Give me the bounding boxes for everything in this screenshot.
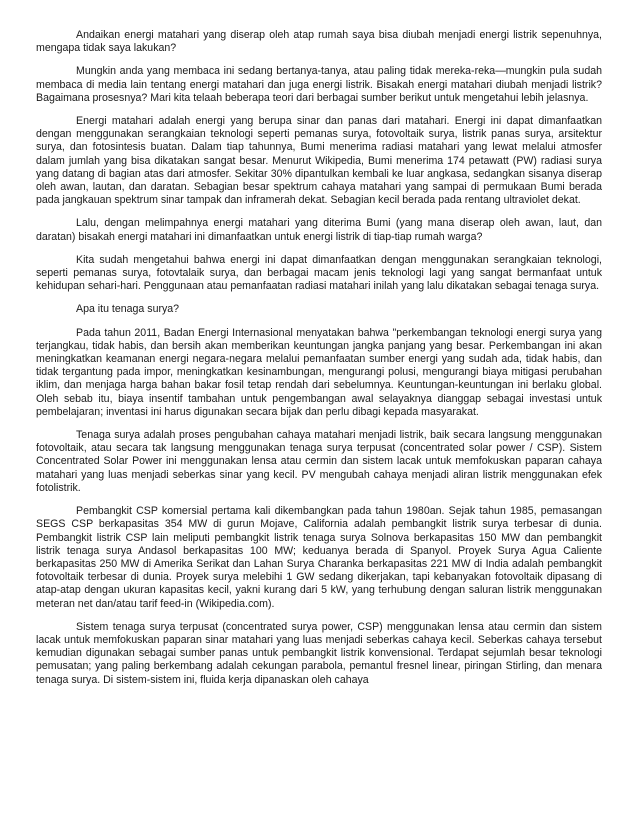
paragraph-iea-statement: Pada tahun 2011, Badan Energi Internasional menyatakan bahwa "perkembangan teknologi energi surya yang terjangkau, tidak habis, dan bersih akan memberikan keuntungan jangka panjang yang besar. Perkembangan ini akan meningkatkan keamanan energi negara-negara melalui pemanfaatan sumber energi yang sudah ada, tidak habis, dan tidak tergantung pada impor, meningkatkan kesinambungan, mengurangi polusi, mengurangi biaya mitigasi perubahan iklim, dan menjaga harga bahan bakar fosil tetap rendah dari sebelumnya. Keuntungan-keuntungan ini berlaku global. Oleh sebab itu, biaya insentif tambahan untuk pengembangan awal selayaknya dianggap sebagai investasi untuk pembelajaran; inventasi ini harus digunakan secara bijak dan perlu dibagi kepada masyarakat. [36,326,602,418]
paragraph-intro-question: Andaikan energi matahari yang diserap oleh atap rumah saya bisa diubah menjadi energi listrik sepenuhnya, mengapa tidak saya lakukan? [36,29,602,55]
paragraph-wondering: Mungkin anda yang membaca ini sedang bertanya-tanya, atau paling tidak mereka-reka—mungkin pula sudah membaca di media lain tentang energi matahari dan juga energi listrik. Bisakah energi matahari diubah menjadi listrik? Bagaimana prosesnya? Mari kita telaah beberapa teori dari berbagai sumber berikut untuk mengetahui lebih jelasnya. [36,65,602,104]
paragraph-csp-plants: Pembangkit CSP komersial pertama kali dikembangkan pada tahun 1980an. Sejak tahun 1985, pemasangan SEGS CSP berkapasitas 354 MW di gurun Mojave, California adalah pembangkit listrik surya terbesar di dunia. Pembangkit listrik CSP lain meliputi pembangkit listrik tenaga surya Solnova berkapasitas 150 MW dan pembangkit listrik tenaga surya Andasol berkapasitas 100 MW; keduanya berada di Spanyol. Proyek Surya Agua Caliente berkapasitas 250 MW di Amerika Serikat dan Lahan Surya Charanka berkapasitas 221 MW di India adalah pembangkit fotovoltaik terbesar di dunia. Proyek surya melebihi 1 GW sedang dikerjakan, tapi kebanyakan fotovoltaik dipasang di atap-atap dengan ukuran kapasitas kecil, yakni kurang dari 5 kW, yang terhubung dengan saluran listrik menggunakan meteran net dan/atau tarif feed-in (Wikipedia.com). [36,505,602,610]
body-text [36,29,602,697]
paragraph-csp-systems: Sistem tenaga surya terpusat (concentrated surya power, CSP) menggunakan lensa atau cermin dan sistem lacak untuk memfokuskan paparan sinar matahari yang luas menjadi seberkas cahaya kecil. Seberkas cahaya tersebut kemudian digunakan sebagai sumber panas untuk pembangkit listrik konvensional. Terdapat sejumlah besar teknologi pemusatan; yang paling berkembang adalah cekungan parabola, pemantul fresnel linear, piringan Stirling, dan menara tenaga surya. Di sistem-sistem ini, fluida kerja dipanaskan oleh cahaya [36,620,602,686]
paragraph-solar-energy-definition: Energi matahari adalah energi yang berupa sinar dan panas dari matahari. Energi ini dapat dimanfaatkan dengan menggunakan serangkaian teknologi seperti pemanas surya, fotovoltaik surya, listrik panas surya, arsitektur surya, dan fotosintesis buatan. Dalam tiap tahunnya, Bumi menerima radiasi matahari yang lewat melalui atmosfer dalam jumlah yang bisa dikatakan sangat besar. Menurut Wikipedia, Bumi menerima 174 petawatt (PW) radiasi surya yang datang di bagian atas dari atmosfer. Sekitar 30% dipantulkan kembali ke luar angkasa, sedangkan sisanya diserap oleh awan, lautan, dan daratan. Sebagian besar spektrum cahaya matahari yang sampai di permukaan Bumi berada pada jangkauan spektrum sinar tampak dan inframerah dekat. Sebagian kecil berada pada rentang ultraviolet dekat. [36,115,602,207]
paragraph-solar-technologies: Kita sudah mengetahui bahwa energi ini dapat dimanfaatkan dengan menggunakan serangkaian teknologi, seperti pemanas surya, fotovtalaik surya, dan berbagai macam jenis teknologi lagi yang sangat bermanfaat untuk kehidupan sehari-hari. Penggunaan atau pemanfaatan radiasi matahari inilah yang lalu dikatakan sebagai tenaga surya. [36,253,602,293]
paragraph-solar-power-definition: Tenaga surya adalah proses pengubahan cahaya matahari menjadi listrik, baik secara langsung menggunakan fotovoltaik, atau secara tak langsung menggunakan tenaga surya terpusat (concentrated solar power / CSP). Sistem Concentrated Solar Power ini menggunakan lensa atau cermin dan sistem lacak untuk memfokuskan paparan cahaya matahari yang luas menjadi seberkas sinar yang kecil. PV mengubah cahaya menjadi aliran listrik menggunakan efek fotolistrik. [36,429,602,494]
paragraph-what-is-solar-power: Apa itu tenaga surya? [76,303,180,316]
paragraph-household-question: Lalu, dengan melimpahnya energi matahari yang diterima Bumi (yang mana diserap oleh awan, laut, dan daratan) bisakah energi matahari ini dimanfaatkan untuk energi listrik di tiap-tiap rumah warga? [36,217,602,243]
